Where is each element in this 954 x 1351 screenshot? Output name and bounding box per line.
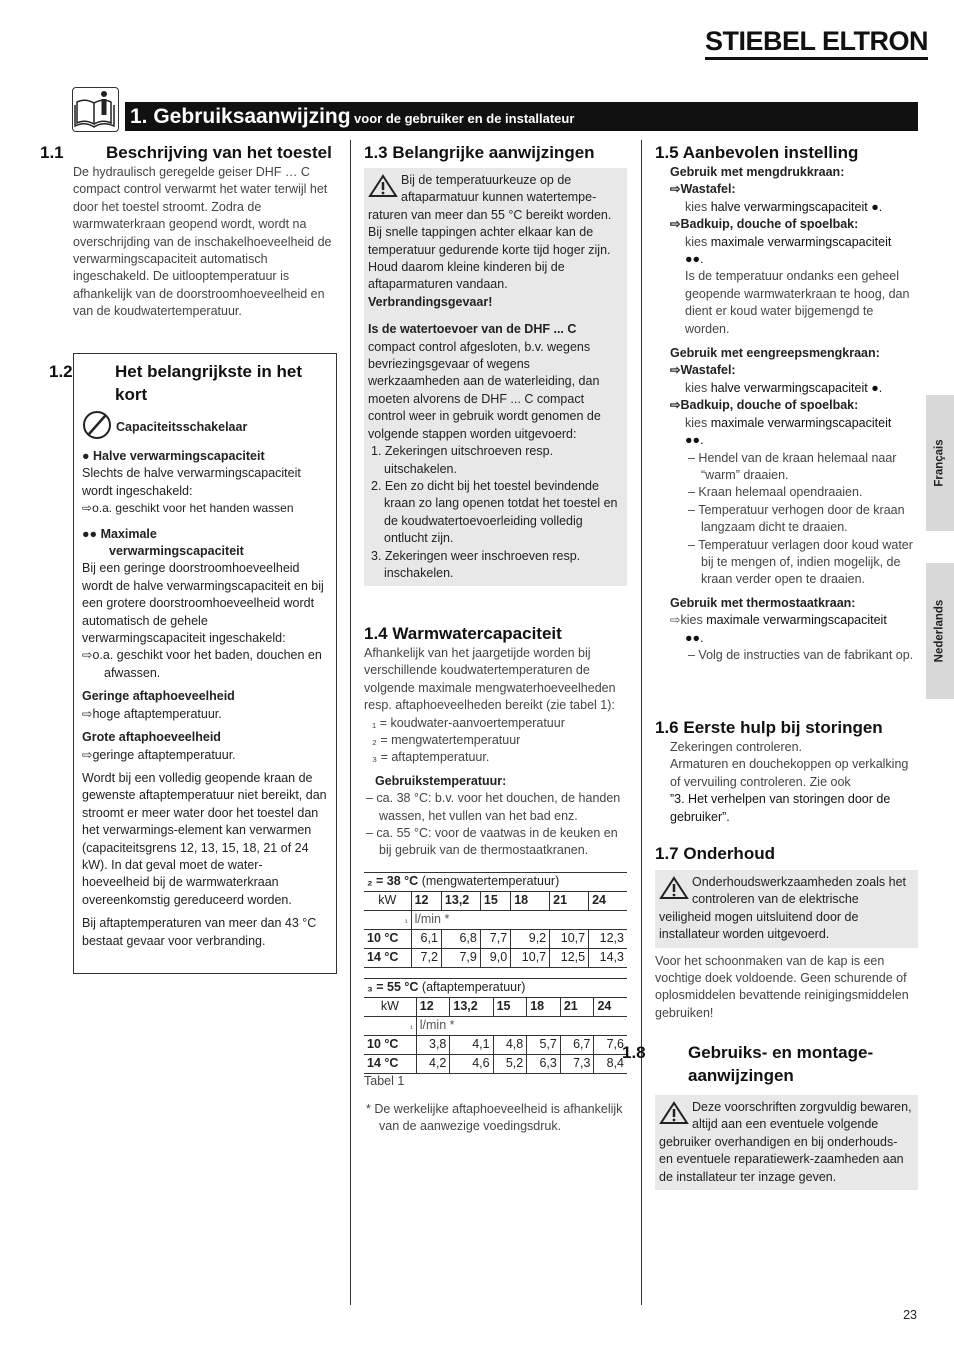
step-1: 1. Zekeringen uitschroeven resp. uitschakelen. (371, 444, 554, 476)
first-aid-1: Zekeringen controleren. (670, 740, 803, 754)
table-footnote: * De werkelijke aftaphoeveelheid is afhankelijk van de aanwezige voedingsdruk. (366, 1102, 623, 1134)
legend-3: ₃ = aftaptemperatuur. (372, 750, 490, 765)
maintenance-warning: Onderhoudswerkzaamheden zoals het controleren van de elektrische veiligheid mogen uitsluitend door de installateur worden uitgevoerd. (659, 875, 907, 942)
warn-burn: Verbrandingsgevaar! (368, 294, 493, 309)
thermostat-dots: ●●. (685, 630, 704, 645)
half-body: Slechts de halve verwarmingscapaciteit wordt ingeschakeld: (82, 466, 301, 498)
section-subtitle: voor de gebruiker en de installateur (354, 111, 575, 126)
single-lever-title: Gebruik met eengreepsmengkraan: (670, 346, 880, 361)
heading-1-7: 1.7 Onderhoud (655, 844, 775, 863)
bath-1-note: Is de temperatuur ondanks een geheel geopende warmwaterkraan te hoog, dan dient er koud water bijgemengd te worden. (685, 269, 910, 336)
tab-francais-label: Français (933, 439, 946, 487)
bath-1: ⇨ Badkuip, douche of spoelbak: (670, 216, 918, 233)
washbasin-2-body: kies halve verwarmingscapaciteit ●. (685, 380, 883, 395)
bath-2-step: – Hendel van de kraan helemaal naar “warm” draaien. (688, 450, 897, 482)
section-1-3 (364, 141, 627, 586)
section-1-1 (40, 141, 336, 321)
heading-1-8: 1.8 Gebruiks- en montage-aanwijzingen (622, 1043, 874, 1085)
capacity-table-38: ₂ = 38 °C (mengwatertemperatuur) kW 12 13,2 15 18 21 24 ₁ l/min * 10 °C 6,1 6,8 7,7 9,2 10,7 12,3 14 °C 7,2 7,9 9,0 10,7 12,5 14,3 (364, 872, 627, 968)
first-aid-2: Armaturen en douchekoppen op verkalking of vervuiling controleren. Zie ook (670, 757, 909, 789)
tab-francais[interactable] (926, 395, 954, 531)
column-divider (641, 140, 642, 1305)
brand-logo: STIEBEL ELTRON (705, 26, 928, 60)
first-aid-3: ”3. Het verhelpen van storingen door de gebruiker”. (670, 792, 891, 824)
frost-body: compact control afgesloten, b.v. wegens bevriezingsgevaar of wegens werkzaamheden aan de waterleiding, dan moeten alvorens de DHF ... C compact control weer in gebruik wordt genomen de volgende stappen worden uitgevoerd: (368, 339, 601, 441)
heading-1-1: 1.1 Beschrijving van het toestel (40, 143, 332, 162)
section-1-7 (655, 842, 918, 1022)
section-1-8 (622, 1041, 918, 1190)
half-title: ● Halve verwarmingscapaciteit (82, 449, 265, 463)
thermostat-note: – Volg de instructies van de fabrikant op. (688, 647, 914, 662)
heading-1-6: 1.6 Eerste hulp bij storingen (655, 718, 883, 737)
warning-icon (368, 174, 398, 198)
no-tool-icon (82, 410, 112, 445)
maintenance-warning-box (655, 870, 918, 948)
tab-nederlands-label: Nederlands (933, 599, 946, 663)
heading-1-4: 1.4 Warmwatercapaciteit (364, 624, 562, 643)
section-title: 1. Gebruiksaanwijzing (130, 105, 351, 128)
high-arrow: ⇨ geringe aftaptemperatuur. (82, 747, 328, 764)
max-title-a: ●● Maximale (82, 526, 157, 541)
bath-2-step: – Kraan helemaal opendraaien. (688, 485, 863, 500)
frost-title: Is de watertoevoer van de DHF ... C (368, 322, 577, 337)
thermostat-body: ⇨ kies maximale verwarmingscapaciteit (670, 612, 918, 629)
section-1-2-box (49, 353, 337, 974)
heading-1-3: 1.3 Belangrijke aanwijzingen (364, 143, 595, 162)
max-title-b: verwarmingscapaciteit (109, 544, 244, 559)
max-body: Bij een geringe doorstroomhoeveelheid wordt de halve verwarmingscapaciteit en bij een grotere doorstroomhoeveelheid wordt automatisch de gehele verwarmingscapaciteit ingeschakeld: (82, 561, 324, 646)
mixer-title: Gebruik met mengdrukkraan: (670, 165, 845, 179)
legend-2: ₂ = mengwatertemperatuur (372, 733, 521, 748)
legend-1: ₁ = koudwater-aanvoertemperatuur (372, 715, 565, 730)
thermostat-title: Gebruik met thermostaatkraan: (670, 595, 856, 610)
bath-1-body: kies maximale verwarmingscapaciteit ●●. (685, 234, 892, 267)
high-title: Grote aftaphoeveelheid (82, 730, 221, 745)
para-burn-warning: Bij aftaptemperaturen van meer dan 43 °C bestaat gevaar voor verbranding. (82, 916, 317, 948)
section-1-6 (655, 716, 918, 826)
warn-children: Houd daarom kleine kinderen bij de aftaparmaturen vandaan. (368, 260, 565, 292)
instructions-warning: Deze voorschriften zorgvuldig bewaren, altijd aan een eventuele volgende gebruiker overhandigen en bij onderhouds- en eventuele reparatiewerk-zaamheden aan de installateur ter inzage geven. (659, 1100, 912, 1184)
page-number: 23 (903, 1308, 917, 1322)
heading-1-5: 1.5 Aanbevolen instelling (655, 143, 859, 162)
section-1-5 (655, 141, 918, 664)
bath-2: ⇨ Badkuip, douche of spoelbak: (670, 397, 918, 414)
bath-2-step: – Temperatuur verlagen door koud water bij te mengen of, indien mogelijk, de kraan verder open te draaien. (688, 537, 913, 587)
table-caption: Tabel 1 (364, 1074, 405, 1088)
step-3: 3. Zekeringen weer inschroeven resp. inschakelen. (371, 548, 581, 580)
tab-nederlands[interactable] (926, 563, 954, 699)
max-arrow: ⇨ o.a. geschikt voor het baden, douchen en afwassen. (82, 647, 328, 682)
body-1-1: De hydraulisch geregelde geiser DHF … C compact control verwarmt het water terwijl het door het toestel stroomt. Zodra de warmwaterkraan geopend wordt, wordt na overschrijding van de inschakelhoeveelheid de verwarmingscapaciteit automatisch ingeschakeld. De uitlooptemperatuur is afhankelijk van de doorstroomhoeveelheid en van de koudwatertemperatuur. (73, 165, 332, 319)
section-1-4 (364, 622, 627, 860)
low-arrow: ⇨ hoge aftaptemperatuur. (82, 706, 328, 723)
book-info-icon (72, 87, 119, 132)
important-notes-box (364, 168, 627, 586)
warn-temperature: Bij de temperatuurkeuze op de aftaparmatuur kunnen watertempe-raturen van meer dan 55 °C bereikt worden. Bij snelle tappingen achter elkaar kan de temperatuur gedurende korte tijd hoger zijn. (368, 173, 612, 257)
heading-1-2: 1.2 Het belangrijkste in het kort (49, 362, 303, 404)
bath-2-body: kies maximale verwarmingscapaciteit ●●. (685, 415, 892, 448)
use-55: – ca. 55 °C: voor de vaatwas in de keuken en bij gebruik van de thermostaatkranen. (366, 826, 618, 858)
washbasin-1: ⇨ Wastafel: (670, 181, 918, 198)
washbasin-2: ⇨ Wastafel: (670, 362, 918, 379)
maintenance-body: Voor het schoonmaken van de kap is een vochtige doek voldoende. Geen schurende of oplosmiddelen bevattende reinigingsmiddelen gebruiken! (655, 953, 909, 1020)
column-divider (350, 140, 351, 1305)
half-arrow: ⇨ o.a. geschikt voor het handen wassen (82, 500, 328, 517)
body-1-4: Afhankelijk van het jaargetijde worden bij verschillende koudwatertemperaturen de volgende maximale mengwaterhoeveelheden resp. aftaphoeveelheden bereikt (zie tabel 1): (364, 646, 616, 713)
bath-2-step: – Temperatuur verhogen door de kraan langzaam dicht te draaien. (688, 502, 905, 535)
warning-icon (659, 876, 689, 900)
para-capacity-limit: Wordt bij een volledig geopende kraan de gewenste aftaptemperatuur niet bereikt, dan stroomt er meer water door het toestel dan het verwarmings-element kan verwarmen (capaciteitsgrens 12, 13, 15, 18, 21 of 24 kW). In dat geval moet de water-hoeveelheid bij de warmwaterkraan overeenkomstig gereduceerd worden. (82, 770, 327, 907)
use-temp-title: Gebruikstemperatuur: (375, 773, 507, 788)
capacity-table-55: ₃ = 55 °C (aftaptemperatuur) kW 12 13,2 15 18 21 24 ₁ l/min * 10 °C 3,8 4,1 4,8 5,7 6,7 7,6 14 °C 4,2 4,6 5,2 6,3 7,3 8,4 (364, 978, 627, 1074)
washbasin-1-body: kies halve verwarmingscapaciteit ●. (685, 199, 883, 214)
step-2: 2. Een zo dicht bij het toestel bevindende kraan zo lang openen totdat het toestel en de koudwatertoevoerleiding volledig ontlucht zijn. (371, 478, 618, 546)
cap-switch-label: Capaciteitsschakelaar (116, 420, 248, 434)
section-header-bar (125, 102, 918, 131)
use-38: – ca. 38 °C: b.v. voor het douchen, de handen wassen, het vullen van het bad enz. (366, 791, 621, 823)
warning-icon (659, 1101, 689, 1125)
instructions-warning-box (655, 1095, 918, 1190)
low-title: Geringe aftaphoeveelheid (82, 689, 235, 704)
